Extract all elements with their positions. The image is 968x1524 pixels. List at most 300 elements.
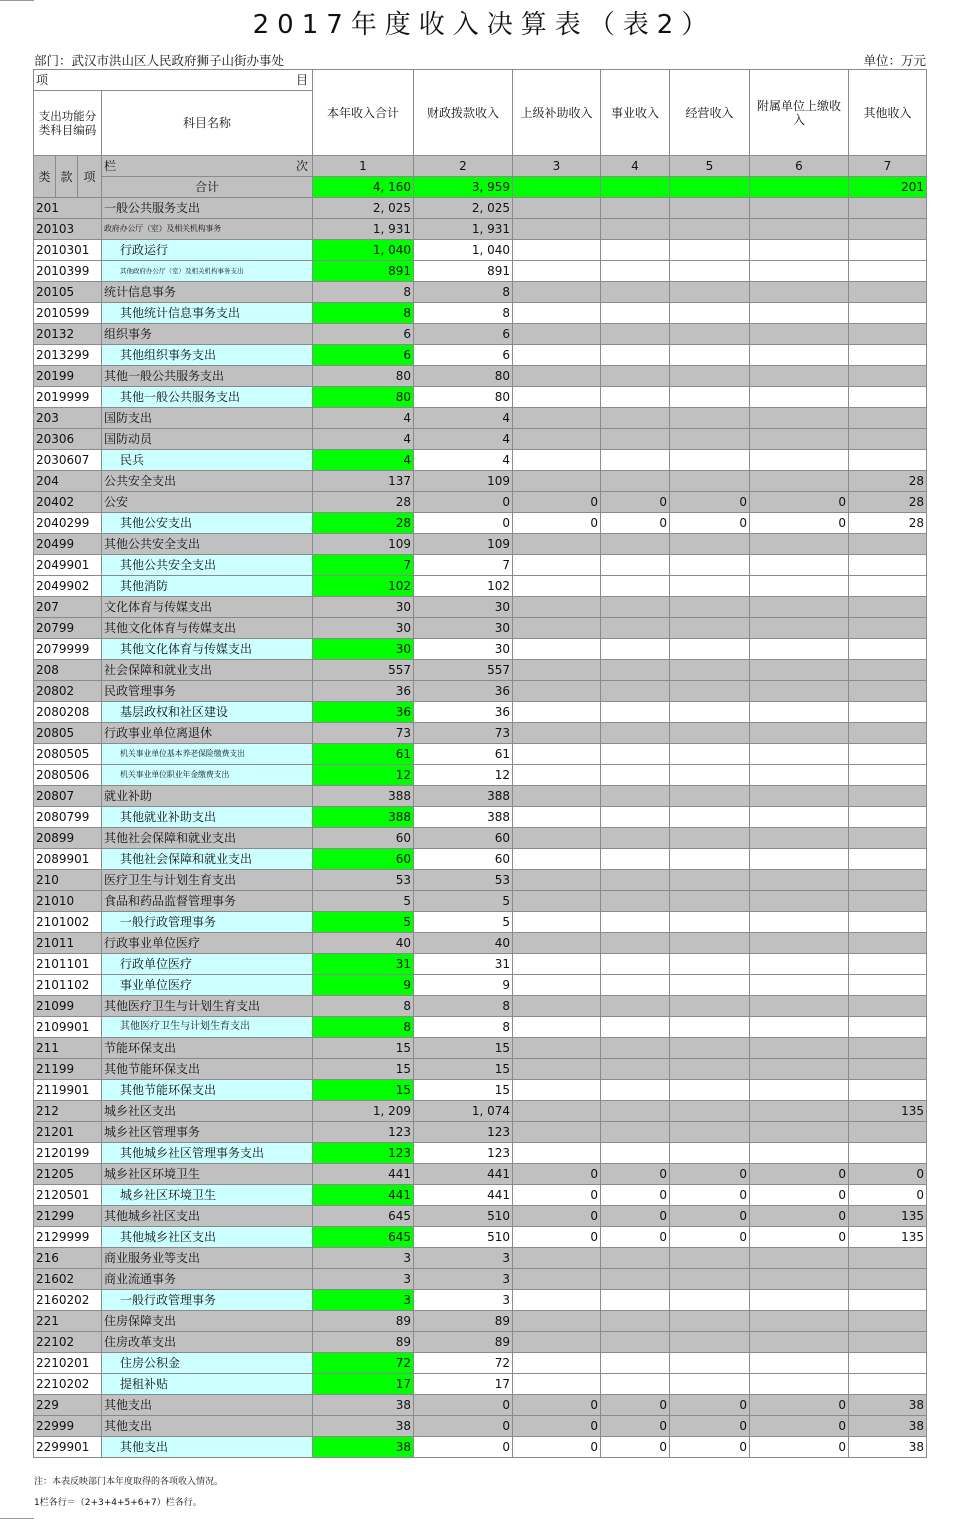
row-subject-name: 其他支出 — [102, 1416, 313, 1437]
row-code: 2010599 — [34, 303, 102, 324]
row-value-col-6: 0 — [750, 1227, 849, 1248]
row-code: 2210202 — [34, 1374, 102, 1395]
table-row — [34, 639, 927, 660]
row-value-col-1: 6 — [313, 345, 414, 366]
table-row — [34, 1101, 927, 1122]
row-code: 212 — [34, 1101, 102, 1122]
row-value-col-1: 53 — [313, 870, 414, 891]
row-value-col-7 — [849, 240, 927, 261]
row-code: 20499 — [34, 534, 102, 555]
row-value-col-3 — [513, 576, 601, 597]
row-value-col-6 — [750, 828, 849, 849]
row-value-col-4 — [601, 324, 670, 345]
row-subject-name: 其他城乡社区支出 — [102, 1206, 313, 1227]
row-code: 229 — [34, 1395, 102, 1416]
row-value-col-7 — [849, 996, 927, 1017]
row-value-col-4 — [601, 219, 670, 240]
lan-label: 栏 — [104, 159, 117, 173]
row-value-col-3 — [513, 303, 601, 324]
table-row — [34, 303, 927, 324]
col-header-7: 其他收入 — [849, 70, 927, 156]
row-value-col-6 — [750, 198, 849, 219]
row-value-col-2: 4 — [414, 429, 513, 450]
row-code: 20799 — [34, 618, 102, 639]
row-value-col-6 — [750, 954, 849, 975]
row-value-col-3 — [513, 765, 601, 786]
row-value-col-4 — [601, 1311, 670, 1332]
row-value-col-6 — [750, 891, 849, 912]
col-header-1: 本年收入合计 — [313, 70, 414, 156]
row-value-col-3 — [513, 1059, 601, 1080]
row-value-col-5 — [670, 639, 750, 660]
row-value-col-6 — [750, 870, 849, 891]
row-value-col-2: 31 — [414, 954, 513, 975]
row-value-col-1: 38 — [313, 1395, 414, 1416]
row-value-col-6 — [750, 597, 849, 618]
total-col-4 — [601, 177, 670, 198]
row-value-col-2: 9 — [414, 975, 513, 996]
row-value-col-4: 0 — [601, 1416, 670, 1437]
row-value-col-2: 388 — [414, 807, 513, 828]
row-value-col-5 — [670, 723, 750, 744]
row-value-col-5 — [670, 576, 750, 597]
row-value-col-7 — [849, 555, 927, 576]
row-subject-name: 节能环保支出 — [102, 1038, 313, 1059]
row-subject-name: 文化体育与传媒支出 — [102, 597, 313, 618]
row-value-col-5 — [670, 366, 750, 387]
row-subject-name: 其他节能环保支出 — [102, 1080, 313, 1101]
row-value-col-2: 0 — [414, 1395, 513, 1416]
lan-ci-cell — [102, 156, 313, 177]
row-value-col-7 — [849, 1059, 927, 1080]
row-subject-name: 城乡社区支出 — [102, 1101, 313, 1122]
table-row — [34, 534, 927, 555]
row-value-col-5 — [670, 597, 750, 618]
table-row — [34, 765, 927, 786]
row-subject-name: 国防支出 — [102, 408, 313, 429]
row-subject-name: 提租补贴 — [102, 1374, 313, 1395]
row-value-col-3 — [513, 219, 601, 240]
row-value-col-3 — [513, 618, 601, 639]
table-row — [34, 345, 927, 366]
row-value-col-5 — [670, 471, 750, 492]
row-value-col-2: 72 — [414, 1353, 513, 1374]
row-value-col-7 — [849, 1017, 927, 1038]
row-value-col-5 — [670, 681, 750, 702]
row-value-col-1: 891 — [313, 261, 414, 282]
col-header-4: 事业收入 — [601, 70, 670, 156]
row-value-col-6 — [750, 303, 849, 324]
row-value-col-1: 89 — [313, 1311, 414, 1332]
row-value-col-3 — [513, 954, 601, 975]
row-value-col-4 — [601, 1269, 670, 1290]
table-row — [34, 387, 927, 408]
row-value-col-3: 0 — [513, 1206, 601, 1227]
total-col-6 — [750, 177, 849, 198]
row-value-col-1: 557 — [313, 660, 414, 681]
page-corner-mark-bottom — [0, 1518, 34, 1521]
row-value-col-7 — [849, 1248, 927, 1269]
row-value-col-7 — [849, 1353, 927, 1374]
row-value-col-7 — [849, 765, 927, 786]
table-row — [34, 1143, 927, 1164]
row-value-col-5: 0 — [670, 1437, 750, 1458]
row-value-col-2: 510 — [414, 1227, 513, 1248]
row-value-col-5 — [670, 387, 750, 408]
row-value-col-7 — [849, 1269, 927, 1290]
row-value-col-1: 388 — [313, 807, 414, 828]
row-value-col-5 — [670, 1311, 750, 1332]
row-value-col-3 — [513, 933, 601, 954]
row-value-col-7 — [849, 744, 927, 765]
table-row — [34, 492, 927, 513]
row-value-col-4 — [601, 849, 670, 870]
row-value-col-6 — [750, 345, 849, 366]
row-value-col-4 — [601, 366, 670, 387]
row-code: 20802 — [34, 681, 102, 702]
row-subject-name: 一般行政管理事务 — [102, 1290, 313, 1311]
row-value-col-7 — [849, 1143, 927, 1164]
row-subject-name: 政府办公厅（室）及相关机构事务 — [102, 219, 313, 240]
row-value-col-1: 123 — [313, 1143, 414, 1164]
row-value-col-1: 6 — [313, 324, 414, 345]
row-value-col-2: 1, 040 — [414, 240, 513, 261]
row-code: 22102 — [34, 1332, 102, 1353]
row-value-col-5 — [670, 996, 750, 1017]
row-value-col-3 — [513, 534, 601, 555]
table-row — [34, 660, 927, 681]
row-value-col-3 — [513, 198, 601, 219]
row-value-col-2: 1, 931 — [414, 219, 513, 240]
row-value-col-1: 80 — [313, 366, 414, 387]
total-col-2: 3, 959 — [414, 177, 513, 198]
row-value-col-7: 38 — [849, 1416, 927, 1437]
row-subject-name: 住房公积金 — [102, 1353, 313, 1374]
row-value-col-2: 102 — [414, 576, 513, 597]
row-code: 21201 — [34, 1122, 102, 1143]
row-value-col-4 — [601, 1122, 670, 1143]
row-value-col-5 — [670, 345, 750, 366]
row-code: 20199 — [34, 366, 102, 387]
row-value-col-2: 53 — [414, 870, 513, 891]
row-subject-name: 其他消防 — [102, 576, 313, 597]
row-value-col-4 — [601, 975, 670, 996]
row-value-col-3 — [513, 975, 601, 996]
row-value-col-1: 38 — [313, 1437, 414, 1458]
row-value-col-4: 0 — [601, 1395, 670, 1416]
row-value-col-1: 645 — [313, 1227, 414, 1248]
func-code-header: 支出功能分类科目编码 — [34, 91, 102, 156]
row-code: 21205 — [34, 1164, 102, 1185]
item-label-right: 目 — [295, 73, 308, 87]
row-value-col-3 — [513, 681, 601, 702]
row-value-col-6 — [750, 429, 849, 450]
page-corner-mark-top — [0, 0, 34, 3]
row-value-col-2: 89 — [414, 1332, 513, 1353]
row-value-col-6 — [750, 450, 849, 471]
row-value-col-1: 8 — [313, 1017, 414, 1038]
row-value-col-6 — [750, 1269, 849, 1290]
row-value-col-3 — [513, 1353, 601, 1374]
row-value-col-4 — [601, 1290, 670, 1311]
row-value-col-2: 0 — [414, 513, 513, 534]
row-value-col-3 — [513, 1101, 601, 1122]
row-value-col-7: 38 — [849, 1395, 927, 1416]
table-row — [34, 576, 927, 597]
income-final-accounts-table — [33, 69, 927, 1458]
row-value-col-6 — [750, 555, 849, 576]
row-value-col-3 — [513, 786, 601, 807]
row-value-col-5: 0 — [670, 1395, 750, 1416]
xiang-header: 项 — [78, 156, 102, 198]
row-value-col-5: 0 — [670, 492, 750, 513]
table-row — [34, 1059, 927, 1080]
total-label: 合计 — [102, 177, 313, 198]
row-value-col-7: 38 — [849, 1437, 927, 1458]
row-value-col-2: 8 — [414, 303, 513, 324]
row-value-col-7 — [849, 1038, 927, 1059]
row-value-col-3 — [513, 1311, 601, 1332]
row-value-col-3 — [513, 849, 601, 870]
row-subject-name: 其他社会保障和就业支出 — [102, 828, 313, 849]
row-value-col-4 — [601, 681, 670, 702]
table-row — [34, 870, 927, 891]
row-value-col-3 — [513, 387, 601, 408]
table-row — [34, 618, 927, 639]
row-subject-name: 其他支出 — [102, 1395, 313, 1416]
row-value-col-6 — [750, 1080, 849, 1101]
row-value-col-6 — [750, 1059, 849, 1080]
row-value-col-2: 30 — [414, 597, 513, 618]
row-subject-name: 其他公共安全支出 — [102, 555, 313, 576]
row-subject-name: 住房保障支出 — [102, 1311, 313, 1332]
row-code: 2013299 — [34, 345, 102, 366]
row-value-col-2: 891 — [414, 261, 513, 282]
row-code: 21299 — [34, 1206, 102, 1227]
row-subject-name: 其他医疗卫生与计划生育支出 — [102, 996, 313, 1017]
table-note: 注：本表反映部门本年度取得的各项收入情况。 — [34, 1477, 224, 1487]
row-value-col-7 — [849, 1122, 927, 1143]
row-value-col-5 — [670, 1059, 750, 1080]
row-value-col-1: 441 — [313, 1164, 414, 1185]
row-value-col-5 — [670, 1122, 750, 1143]
row-value-col-2: 15 — [414, 1059, 513, 1080]
row-value-col-6 — [750, 1332, 849, 1353]
row-value-col-3 — [513, 870, 601, 891]
table-row — [34, 996, 927, 1017]
row-value-col-6 — [750, 534, 849, 555]
row-code: 2101101 — [34, 954, 102, 975]
row-value-col-7 — [849, 912, 927, 933]
table-row — [34, 1311, 927, 1332]
row-code: 2080505 — [34, 744, 102, 765]
row-code: 221 — [34, 1311, 102, 1332]
row-value-col-4 — [601, 1353, 670, 1374]
row-value-col-1: 4 — [313, 408, 414, 429]
row-value-col-5 — [670, 1248, 750, 1269]
table-row — [34, 1353, 927, 1374]
row-code: 22999 — [34, 1416, 102, 1437]
row-code: 2010301 — [34, 240, 102, 261]
row-value-col-7: 28 — [849, 471, 927, 492]
row-value-col-5 — [670, 933, 750, 954]
row-value-col-2: 60 — [414, 849, 513, 870]
table-row — [34, 1290, 927, 1311]
row-code: 207 — [34, 597, 102, 618]
row-value-col-2: 0 — [414, 492, 513, 513]
row-value-col-1: 89 — [313, 1332, 414, 1353]
row-value-col-3: 0 — [513, 1164, 601, 1185]
row-value-col-3 — [513, 1017, 601, 1038]
row-value-col-5: 0 — [670, 1416, 750, 1437]
row-code: 21602 — [34, 1269, 102, 1290]
row-value-col-3 — [513, 891, 601, 912]
row-subject-name: 其他统计信息事务支出 — [102, 303, 313, 324]
row-value-col-5 — [670, 1353, 750, 1374]
row-value-col-5 — [670, 954, 750, 975]
row-code: 201 — [34, 198, 102, 219]
row-value-col-4 — [601, 870, 670, 891]
row-value-col-1: 7 — [313, 555, 414, 576]
row-subject-name: 行政事业单位医疗 — [102, 933, 313, 954]
row-value-col-2: 17 — [414, 1374, 513, 1395]
row-subject-name: 事业单位医疗 — [102, 975, 313, 996]
row-value-col-3 — [513, 723, 601, 744]
row-value-col-3: 0 — [513, 492, 601, 513]
row-code: 2010399 — [34, 261, 102, 282]
row-value-col-3 — [513, 597, 601, 618]
row-value-col-1: 31 — [313, 954, 414, 975]
table-row — [34, 324, 927, 345]
row-value-col-6 — [750, 261, 849, 282]
row-value-col-4: 0 — [601, 1437, 670, 1458]
row-subject-name: 社会保障和就业支出 — [102, 660, 313, 681]
row-code: 2040299 — [34, 513, 102, 534]
row-value-col-5 — [670, 1017, 750, 1038]
row-value-col-1: 4 — [313, 450, 414, 471]
row-value-col-4 — [601, 912, 670, 933]
row-value-col-6: 0 — [750, 1416, 849, 1437]
row-code: 20105 — [34, 282, 102, 303]
row-value-col-3: 0 — [513, 1395, 601, 1416]
kuan-header: 款 — [56, 156, 78, 198]
row-value-col-4 — [601, 1374, 670, 1395]
row-value-col-4 — [601, 807, 670, 828]
row-code: 2299901 — [34, 1437, 102, 1458]
row-value-col-1: 3 — [313, 1248, 414, 1269]
row-value-col-5 — [670, 975, 750, 996]
row-value-col-5: 0 — [670, 1227, 750, 1248]
row-value-col-2: 8 — [414, 282, 513, 303]
row-value-col-4: 0 — [601, 1227, 670, 1248]
row-value-col-4 — [601, 471, 670, 492]
row-value-col-7 — [849, 723, 927, 744]
row-code: 2160202 — [34, 1290, 102, 1311]
row-value-col-2: 441 — [414, 1185, 513, 1206]
row-code: 20306 — [34, 429, 102, 450]
row-value-col-4 — [601, 954, 670, 975]
row-code: 2080799 — [34, 807, 102, 828]
row-value-col-4 — [601, 933, 670, 954]
row-value-col-3: 0 — [513, 1437, 601, 1458]
table-row — [34, 975, 927, 996]
row-value-col-1: 645 — [313, 1206, 414, 1227]
row-value-col-6 — [750, 681, 849, 702]
row-value-col-4 — [601, 1059, 670, 1080]
row-value-col-6 — [750, 807, 849, 828]
row-value-col-7: 0 — [849, 1164, 927, 1185]
row-value-col-4 — [601, 429, 670, 450]
row-value-col-1: 30 — [313, 639, 414, 660]
row-value-col-7 — [849, 1374, 927, 1395]
row-value-col-6 — [750, 1248, 849, 1269]
row-value-col-1: 8 — [313, 996, 414, 1017]
row-value-col-2: 557 — [414, 660, 513, 681]
row-value-col-7 — [849, 807, 927, 828]
table-row — [34, 450, 927, 471]
row-subject-name: 商业服务业等支出 — [102, 1248, 313, 1269]
row-value-col-3 — [513, 1080, 601, 1101]
row-value-col-7 — [849, 828, 927, 849]
row-value-col-7 — [849, 933, 927, 954]
row-value-col-1: 36 — [313, 702, 414, 723]
row-value-col-7 — [849, 870, 927, 891]
row-value-col-4 — [601, 765, 670, 786]
row-subject-name: 一般公共服务支出 — [102, 198, 313, 219]
item-label-left: 项 — [36, 73, 49, 87]
row-value-col-1: 30 — [313, 597, 414, 618]
row-value-col-1: 72 — [313, 1353, 414, 1374]
row-value-col-4 — [601, 744, 670, 765]
row-code: 21010 — [34, 891, 102, 912]
row-value-col-7: 0 — [849, 1185, 927, 1206]
row-value-col-1: 8 — [313, 282, 414, 303]
ci-label: 次 — [295, 159, 308, 173]
row-value-col-1: 17 — [313, 1374, 414, 1395]
row-value-col-2: 8 — [414, 996, 513, 1017]
row-value-col-1: 1, 931 — [313, 219, 414, 240]
row-value-col-4 — [601, 1248, 670, 1269]
row-value-col-1: 2, 025 — [313, 198, 414, 219]
row-value-col-6: 0 — [750, 1206, 849, 1227]
row-value-col-3 — [513, 408, 601, 429]
table-row — [34, 471, 927, 492]
row-value-col-5 — [670, 765, 750, 786]
row-value-col-1: 60 — [313, 849, 414, 870]
row-value-col-2: 0 — [414, 1437, 513, 1458]
row-subject-name: 组织事务 — [102, 324, 313, 345]
table-row — [34, 933, 927, 954]
row-value-col-5 — [670, 807, 750, 828]
table-row — [34, 219, 927, 240]
row-value-col-7: 135 — [849, 1227, 927, 1248]
row-value-col-1: 9 — [313, 975, 414, 996]
row-value-col-7 — [849, 450, 927, 471]
table-row — [34, 744, 927, 765]
row-value-col-1: 1, 040 — [313, 240, 414, 261]
row-code: 20807 — [34, 786, 102, 807]
row-value-col-4 — [601, 555, 670, 576]
row-subject-name: 其他医疗卫生与计划生育支出 — [102, 1017, 313, 1038]
row-value-col-3 — [513, 429, 601, 450]
row-value-col-2: 3 — [414, 1290, 513, 1311]
row-value-col-3: 0 — [513, 1227, 601, 1248]
row-value-col-7 — [849, 1080, 927, 1101]
table-row — [34, 1437, 927, 1458]
row-code: 2049901 — [34, 555, 102, 576]
row-value-col-2: 5 — [414, 891, 513, 912]
row-value-col-1: 4 — [313, 429, 414, 450]
